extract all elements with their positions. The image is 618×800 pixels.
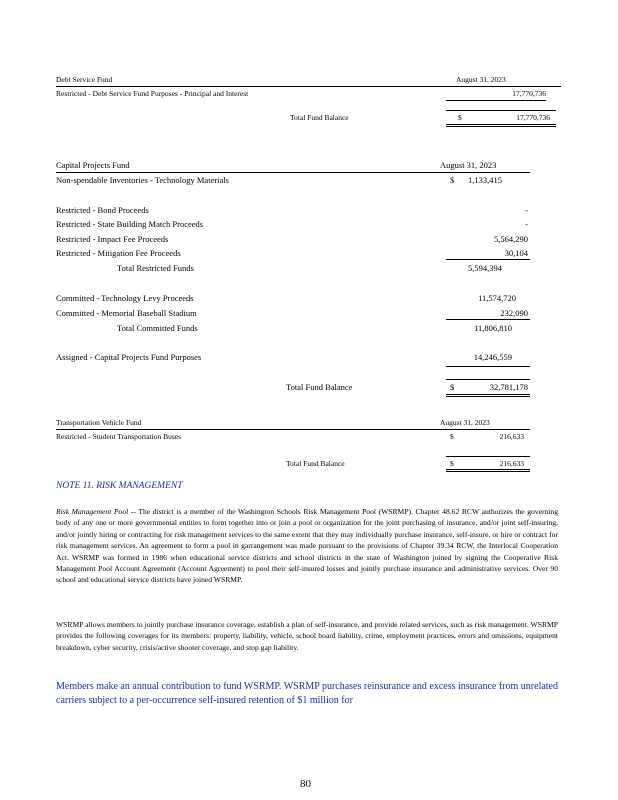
capital-total-currency: $ <box>450 382 455 392</box>
debt-service-row-label: Restricted - Debt Service Fund Purposes - Principal and Interest <box>56 89 249 98</box>
debt-service-total-value: 17,770,736 <box>516 113 550 122</box>
transportation-total-top-rule <box>446 456 530 457</box>
note-paragraph-2: WSRMP allows members to jointly purchase insurance coverage, establish a plan of self-insurance, and provide related services, such as risk management. WSRMP provides the following coverages for its members: property, liability, vehicle, school board liability, crime, employment practices, errors and omissions, equipment breakdown, cyber security, crisis/active shooter coverage, and stop gap liability. <box>56 620 558 652</box>
capital-committed-label: Committed - Memorial Baseball Stadium <box>56 308 197 318</box>
capital-total-rule-1 <box>446 394 530 395</box>
capital-restricted-label: Restricted - Mitigation Fee Proceeds <box>56 248 181 258</box>
transportation-header-rule <box>56 429 530 430</box>
capital-total-committed-label: Total Committed Funds <box>117 323 198 333</box>
capital-restricted-label: Restricted - Impact Fee Proceeds <box>56 234 169 244</box>
capital-restricted-value: 5,564,290 <box>494 234 528 244</box>
debt-service-total-rule-1 <box>446 124 556 125</box>
capital-restricted-label: Restricted - Bond Proceeds <box>56 205 149 215</box>
transportation-title: Transportation Vehicle Fund <box>56 418 142 427</box>
capital-total-top-rule <box>446 379 530 380</box>
capital-restricted-value: 30,104 <box>504 248 528 258</box>
capital-nonspendable-value: 1,133,415 <box>468 175 502 185</box>
capital-nonspendable-label: Non-spendable Inventories - Technology Materials <box>56 175 229 185</box>
debt-service-total-top-rule <box>446 110 556 111</box>
capital-projects-header-rule <box>56 172 530 173</box>
capital-restricted-value: - <box>525 219 528 229</box>
capital-projects-title: Capital Projects Fund <box>56 160 130 170</box>
debt-service-header-rule <box>56 86 561 87</box>
capital-committed-value: 11,574,720 <box>478 293 516 303</box>
page-number: 80 <box>300 778 311 790</box>
note-title: NOTE 11. RISK MANAGEMENT <box>56 481 183 491</box>
note-paragraph-1-text: -- The district is a member of the Washington Schools Risk Management Pool (WSRMP). Chapter 48.62 RCW authorizes the governing body of any one or more governmental entities to form together into or join a pool or organization for the joint purchasing of insurance, and/or joint self-insuring, and/or jointly hiring or contracting for risk management services to the same extent that they may individually purchase insurance, self-insure, or hire or contract for risk management services. An agreement to form a pool in garrangement was made pursuant to the provisions of Chapter 39.34 RCW, the Interlocal Cooperation Act. WSRMP was formed in 1986 when educational service districts and school districts in the state of Washington joined by signing the Cooperative Risk Management Pool Account Agreement (Account Agreement) to pool their self-insured losses and jointly purchase insurance and administrative services. Over 90 school and educational service districts have joined WSRMP. <box>56 507 558 585</box>
capital-restricted-label: Restricted - State Building Match Proceeds <box>56 219 204 229</box>
debt-service-total-label: Total Fund Balance <box>290 113 349 122</box>
capital-total-committed-value: 11,806,810 <box>474 323 512 333</box>
capital-total-label: Total Fund Balance <box>286 382 353 392</box>
debt-service-subtotal-rule <box>446 100 546 101</box>
note-paragraph-1 <box>56 506 558 586</box>
capital-total-restricted-label: Total Restricted Funds <box>117 263 194 273</box>
note-paragraph-3: Members make an annual contribution to fund WSRMP. WSRMP purchases reinsurance and excess insurance from unrelated carriers subject to a per-occurrence self-insured retention of $1 million for <box>56 681 558 706</box>
debt-service-total-rule-2 <box>446 126 556 127</box>
capital-committed-label: Committed - Technology Levy Proceeds <box>56 293 194 303</box>
transportation-total-label: Total Fund Balance <box>286 459 345 468</box>
debt-service-title: Debt Service Fund <box>56 75 113 84</box>
transportation-total-rule-2 <box>446 471 530 472</box>
capital-committed-value: 232,090 <box>500 308 528 318</box>
transportation-total-rule-1 <box>446 469 530 470</box>
capital-total-value: 32,781,178 <box>489 382 528 392</box>
capital-committed-rule <box>446 319 530 320</box>
capital-restricted-rule <box>446 259 530 260</box>
transportation-total-value: 216,633 <box>499 459 524 468</box>
capital-assigned-label: Assigned - Capital Projects Fund Purposes <box>56 352 202 362</box>
transportation-date: August 31, 2023 <box>440 418 490 427</box>
debt-service-date: August 31, 2023 <box>456 75 506 84</box>
capital-assigned-value: 14,246,559 <box>473 352 512 362</box>
transportation-row-currency: $ <box>450 432 454 441</box>
capital-assigned-rule <box>446 366 530 367</box>
capital-total-restricted-value: 5,594,394 <box>468 263 502 273</box>
capital-total-rule-2 <box>446 396 530 397</box>
transportation-total-currency: $ <box>450 459 454 468</box>
transportation-row-value: 216,633 <box>499 432 524 441</box>
debt-service-row-value: 17,770,736 <box>512 89 546 98</box>
capital-projects-date: August 31, 2023 <box>440 160 497 170</box>
debt-service-total-currency: $ <box>458 113 462 122</box>
capital-restricted-value: - <box>525 205 528 215</box>
transportation-row-label: Restricted - Student Transportation Buses <box>56 432 181 441</box>
pool-heading: Risk Management Pool <box>56 507 129 516</box>
capital-nonspendable-currency: $ <box>450 175 455 185</box>
